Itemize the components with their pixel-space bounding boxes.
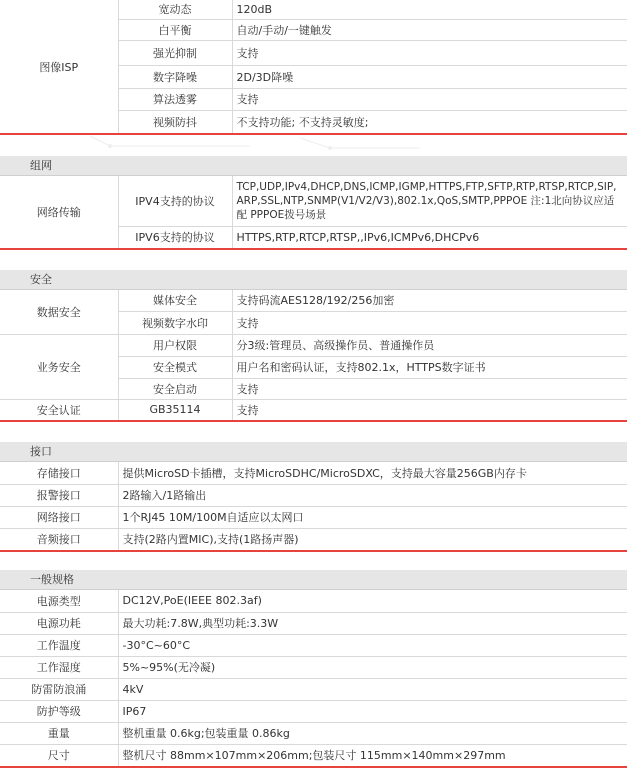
spec-value: 整机重量 0.6kg;包装重量 0.86kg (118, 722, 627, 744)
cert-label: 安全认证 (36, 403, 81, 417)
section-divider (0, 133, 627, 135)
security-table (0, 290, 627, 420)
spec-value: 支持 (232, 40, 627, 65)
spec-name: GB35114 (118, 399, 232, 420)
spec-value: 提供MicroSD卡插槽，支持MicroSDHC/MicroSDXC，支持最大容量256GB内存卡 (118, 462, 627, 484)
spec-name: 宽动态 (118, 0, 232, 19)
data-security-label: 数据安全 (0, 290, 118, 334)
table-row (0, 462, 627, 484)
spec-value: 2路输入/1路输出 (118, 484, 627, 506)
spec-value: 自动/手动/一键触发 (232, 19, 627, 40)
table-row (0, 176, 627, 226)
table-row (0, 290, 627, 311)
table-row (0, 334, 627, 356)
table-row (0, 722, 627, 744)
spec-value: 最大功耗:7.8W,典型功耗:3.3W (118, 612, 627, 634)
section-title-general: 一般规格 (0, 570, 627, 590)
spec-name: 重量 (0, 722, 118, 744)
spec-value: 支持 (232, 88, 627, 110)
spec-name: 防护等级 (0, 700, 118, 722)
section-divider (0, 248, 627, 250)
spec-name: 数字降噪 (118, 65, 232, 88)
spec-name: 网络接口 (0, 506, 118, 528)
spec-value: 整机尺寸 88mm×107mm×206mm;包装尺寸 115mm×140mm×297mm (122, 749, 506, 763)
network-group-label: 网络传输 (36, 206, 81, 219)
section-divider (0, 550, 627, 552)
spec-name: 视频数字水印 (118, 311, 232, 334)
spec-name: 安全模式 (118, 356, 232, 378)
spec-value: -30°C~60°C (118, 634, 627, 656)
circuit-decoration (0, 134, 627, 154)
spec-value: 5%~95%(无冷凝) (118, 656, 627, 678)
section-title-interface: 接口 (0, 442, 627, 462)
section-title-security: 安全 (0, 270, 627, 290)
spec-name: 用户权限 (118, 334, 232, 356)
spec-name: 存储接口 (0, 462, 118, 484)
isp-group-label: 图像ISP (39, 60, 79, 74)
spec-value: HTTPS,RTP,RTCP,RTSP,,IPv6,ICMPv6,DHCPv6 (236, 230, 480, 244)
table-row (0, 656, 627, 678)
spec-name: 强光抑制 (118, 40, 232, 65)
spec-name: 电源功耗 (0, 612, 118, 634)
spec-name: 白平衡 (118, 19, 232, 40)
spec-value: 支持 (236, 403, 259, 417)
spec-name: 算法透雾 (118, 88, 232, 110)
spec-name: 防雷防浪涌 (0, 678, 118, 700)
spec-value: 分3级:管理员、高级操作员、普通操作员 (232, 334, 627, 356)
spec-value: 不支持功能; 不支持灵敏度; (236, 115, 369, 129)
spec-name: 电源类型 (0, 590, 118, 612)
section-title-network: 组网 (0, 156, 627, 176)
table-row (0, 700, 627, 722)
spec-value: 支持(2路内置MIC),支持(1路扬声器) (122, 533, 299, 547)
spec-value: IP67 (118, 700, 627, 722)
spec-name: 工作湿度 (0, 656, 118, 678)
table-row (0, 612, 627, 634)
spec-value: TCP,UDP,IPv4,DHCP,DNS,ICMP,IGMP,HTTPS,FTP,SFTP,RTP,RTSP,RTCP,SIP, ARP,SSL,NTP,SNMP(V1/V2/V3),802.1x,QoS,SMTP,PPPOE 注:1北向协议应适配 PPPOE拨号场景 (232, 176, 627, 226)
table-row (0, 678, 627, 700)
spec-value: 支持 (232, 311, 627, 334)
table-row (0, 0, 627, 19)
spec-name: 报警接口 (0, 484, 118, 506)
network-table (0, 176, 627, 248)
spec-value: DC12V,PoE(IEEE 802.3af) (118, 590, 627, 612)
spec-name: 媒体安全 (118, 290, 232, 311)
table-row (0, 590, 627, 612)
spec-value: 用户名和密码认证，支持802.1x，HTTPS数字证书 (232, 356, 627, 378)
spec-name: 安全启动 (118, 378, 232, 399)
spec-name: 工作温度 (0, 634, 118, 656)
table-row (0, 634, 627, 656)
spec-value: 120dB (232, 0, 627, 19)
business-security-label: 业务安全 (0, 334, 118, 399)
table-row (0, 506, 627, 528)
general-table (0, 590, 627, 766)
spec-name: 音频接口 (0, 528, 118, 550)
spec-value: 支持 (232, 378, 627, 399)
spec-name: IPV4支持的协议 (118, 176, 232, 226)
table-row (0, 744, 627, 766)
isp-table (0, 0, 627, 133)
table-row (0, 399, 627, 420)
spec-value: 4kV (118, 678, 627, 700)
spec-value: 2D/3D降噪 (232, 65, 627, 88)
section-divider (0, 420, 627, 422)
spec-name: 尺寸 (0, 744, 118, 766)
section-divider (0, 766, 627, 768)
spec-value: 1个RJ45 10M/100M自适应以太网口 (118, 506, 627, 528)
table-row (0, 484, 627, 506)
spec-name: 视频防抖 (118, 110, 232, 133)
table-row (0, 528, 627, 550)
spec-name: IPV6支持的协议 (118, 226, 232, 248)
interface-table (0, 462, 627, 550)
spec-value: 支持码流AES128/192/256加密 (232, 290, 627, 311)
